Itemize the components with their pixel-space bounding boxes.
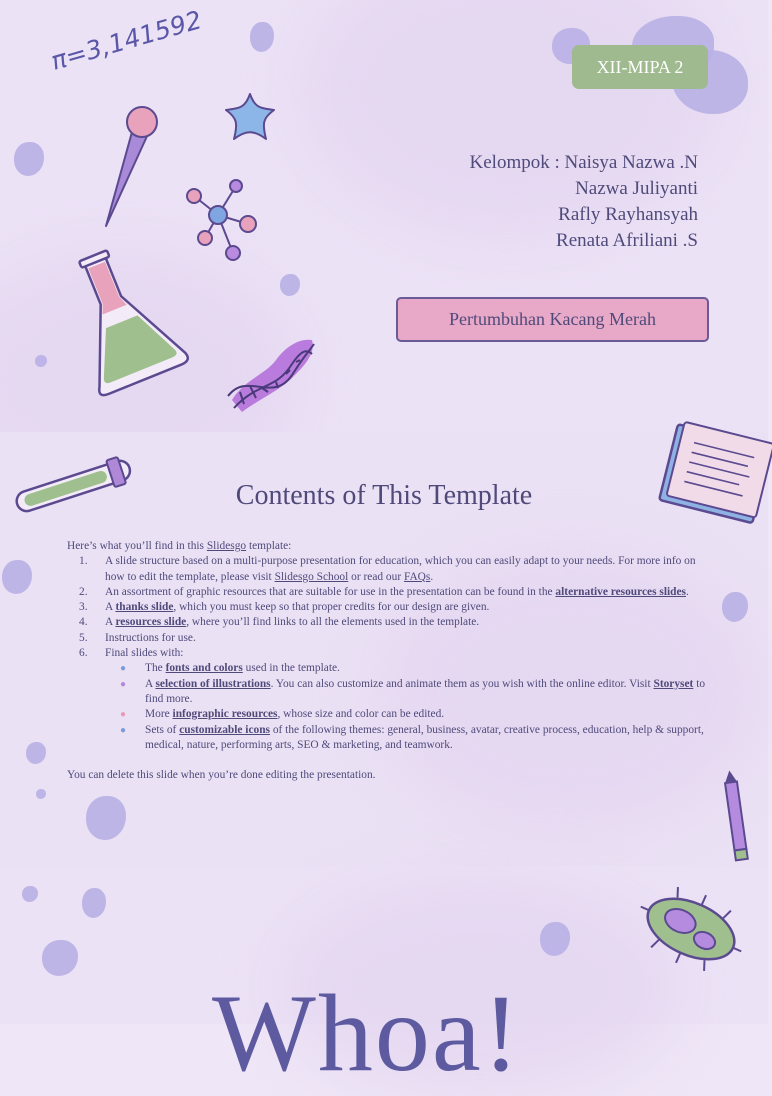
slidesgo-link[interactable]: Slidesgo [206,540,247,552]
starfish-icon [220,88,280,148]
pipette-icon [96,104,166,234]
group-member-line: Renata Afriliani .S [556,230,698,251]
group-member-line: Rafly Rayhansyah [558,204,698,225]
pencil-icon [716,768,756,868]
molecule-icon [180,172,270,262]
decorative-blob [22,886,38,902]
decorative-blob [280,274,300,296]
resources-slide-link[interactable]: resources slide [115,616,187,629]
decorative-blob [42,940,78,976]
intro-line: Here’s what you’ll find in this Slidesgo template: [67,540,292,552]
sub-list-item: ● More infographic resources, whose size and color can be edited. [67,707,707,722]
decorative-blob [86,796,126,840]
list-item: 1. A slide structure based on a multi-purpose presentation for education, which you can easily adapt to your needs. For more info on how to edit the template, please visit Slidesgo School or read our FAQs. [79,555,696,583]
list-item: 6. Final slides with: [79,647,184,660]
slidesgo-school-link[interactable]: Slidesgo School [274,570,349,583]
bullet-dot: ● [120,678,127,690]
list-item: 3. A thanks slide, which you must keep so that proper credits for our design are given. [79,601,490,614]
illustrations-link[interactable]: selection of illustrations [155,677,271,690]
svg-text:π=3,141592: π=3,141592 [47,5,205,76]
decorative-blob [2,560,32,594]
whoa-headline: Whoa! [212,972,522,1094]
contents-body [67,539,707,783]
bullet-dot: ● [120,663,127,675]
customizable-icons-link[interactable]: customizable icons [179,723,270,736]
decorative-blob [82,888,106,918]
decorative-blob [36,789,46,799]
title-slide [0,0,768,432]
flask-icon [66,244,186,394]
faqs-link[interactable]: FAQs [403,570,431,583]
contents-slide [0,432,768,866]
class-badge: XII-MIPA 2 [572,45,708,89]
bullet-dot: ● [120,724,127,736]
bacteria-icon [636,884,746,974]
decorative-blob [26,742,46,764]
footer-note: You can delete this slide when you’re done editing the presentation. [67,769,376,782]
presentation-title: Pertumbuhan Kacang Merah [396,297,709,342]
sub-list-item: ● The fonts and colors used in the template. [67,661,707,676]
fonts-colors-link[interactable]: fonts and colors [165,662,243,675]
infographic-resources-link[interactable]: infographic resources [172,708,278,721]
contents-title: Contents of This Template [235,480,533,511]
list-item: 4. A resources slide, where you’ll find links to all the elements used in the template. [79,616,480,629]
notebook-icon [652,428,772,528]
decorative-blob [722,592,748,622]
group-members [470,150,698,254]
pi-formula [47,5,205,82]
list-item: 2. An assortment of graphic resources that are suitable for use in the presentation can be found in the alternative resources slides. [79,585,689,598]
alternative-resources-link[interactable]: alternative resources slides [555,585,686,598]
group-member-line: Nazwa Juliyanti [575,178,698,199]
dna-icon [214,330,324,420]
storyset-link[interactable]: Storyset [653,677,694,690]
whoa-slide [0,866,768,1094]
decorative-blob [14,142,44,176]
thanks-slide-link[interactable]: thanks slide [115,601,174,614]
list-item: 5. Instructions for use. [79,631,196,644]
decorative-blob [250,22,274,52]
group-member-line: Kelompok : Naisya Nazwa .N [469,152,698,173]
sub-list-item: ● A selection of illustrations. You can also customize and animate them as you wish with the online editor. Visit Storyset to find more. [67,677,707,708]
bullet-dot: ● [120,709,127,721]
sub-list-item: ● Sets of customizable icons of the following themes: general, business, avatar, creative process, education, help & support, medical, nature, performing arts, SEO & marketing, and teamwork. [67,723,707,754]
